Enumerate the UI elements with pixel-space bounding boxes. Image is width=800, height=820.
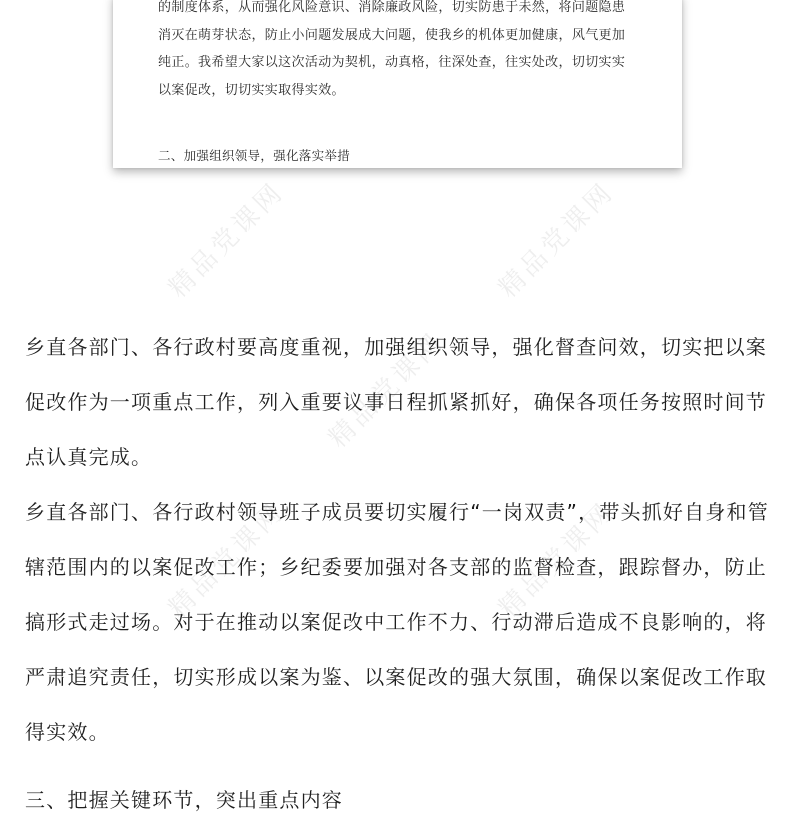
body-line: 乡直各部门、各行政村领导班子成员要切实履行“一岗双责”，带头抓好自身和管 — [25, 500, 769, 524]
card-line: 以案促改，切切实实取得实效。 — [158, 82, 345, 98]
card-line: 纯正。我希望大家以这次活动为契机，动真格，往深处查，往实处改，切切实实 — [158, 55, 626, 70]
main-body-text — [25, 320, 785, 760]
watermark: 精品党课网 — [493, 496, 621, 624]
watermark: 精品党课网 — [323, 326, 451, 454]
body-line: 搞形式走过场。对于在推动以案促改中工作不力、行动滞后造成不良影响的，将 — [25, 610, 767, 634]
body-line: 点认真完成。 — [25, 445, 153, 469]
watermark: 精品党课网 — [493, 176, 621, 304]
card-paragraph — [158, 0, 658, 104]
section-heading: 三、把握关键环节，突出重点内容 — [25, 788, 343, 812]
body-line: 得实效。 — [25, 720, 110, 744]
card-section-heading: 二、加强组织领导，强化落实举措 — [158, 148, 351, 163]
watermark: 精品党课网 — [163, 496, 291, 624]
document-preview-card — [113, 0, 682, 168]
body-line: 严肃追究责任，切实形成以案为鉴、以案促改的强大氛围，确保以案促改工作取 — [25, 665, 767, 689]
body-line: 辖范围内的以案促改工作；乡纪委要加强对各支部的监督检查，跟踪督办，防止 — [25, 555, 767, 579]
card-line: 的制度体系，从而强化风险意识、消除廉政风险，切实防患于未然，将问题隐患 — [158, 0, 626, 15]
body-line: 乡直各部门、各行政村要高度重视，加强组织领导，强化督查问效，切实把以案 — [25, 335, 767, 359]
card-line: 消灭在萌芽状态，防止小问题发展成大问题，使我乡的机体更加健康，风气更加 — [158, 27, 626, 43]
body-line: 促改作为一项重点工作，列入重要议事日程抓紧抓好，确保各项任务按照时间节 — [25, 390, 767, 414]
watermark: 精品党课网 — [163, 176, 291, 304]
